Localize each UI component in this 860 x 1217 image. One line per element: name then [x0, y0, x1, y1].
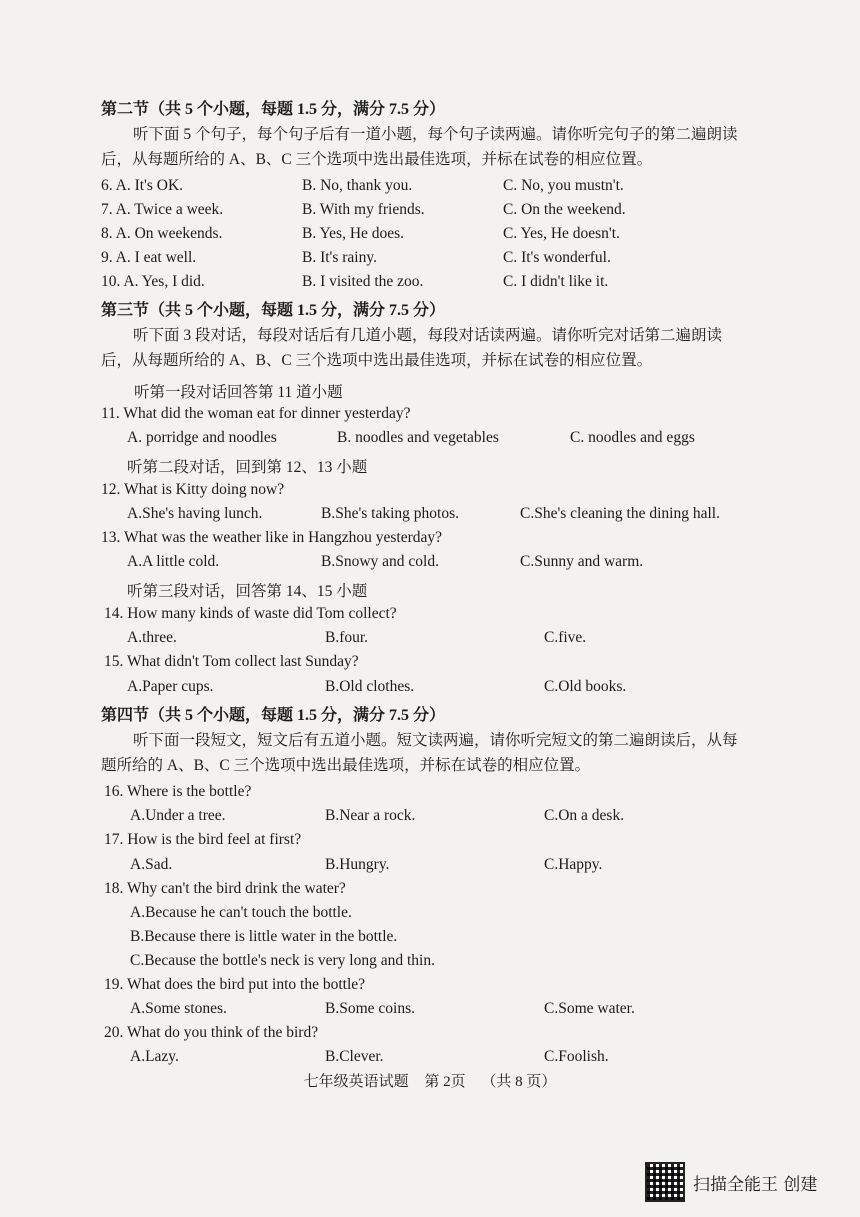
scanner-watermark	[645, 1162, 817, 1202]
footer-exam-name: 七年级英语试题	[303, 1074, 409, 1090]
q20-option-b: B.Clever.	[325, 1048, 384, 1065]
q7-option-b: B. With my friends.	[302, 201, 425, 218]
q8-option-c: C. Yes, He doesn't.	[503, 225, 620, 242]
footer-total-pages: （共 8 页）	[481, 1074, 557, 1090]
q7-option-a: 7. A. Twice a week.	[101, 201, 224, 218]
q15-option-c: C.Old books.	[544, 678, 627, 695]
dialogue-2-instruction: 听第二段对话，回到第 12、13 小题	[127, 459, 368, 476]
q16-option-b: B.Near a rock.	[325, 807, 416, 824]
q16-text: 16. Where is the bottle?	[104, 783, 252, 800]
q9-option-b: B. It's rainy.	[302, 249, 377, 266]
dialogue-1-instruction: 听第一段对话回答第 11 道小题	[134, 384, 343, 401]
q17-option-b: B.Hungry.	[325, 856, 390, 873]
q15-option-a: A.Paper cups.	[127, 678, 214, 695]
q6-option-c: C. No, you mustn't.	[503, 177, 624, 194]
q18-text: 18. Why can't the bird drink the water?	[104, 880, 346, 897]
q6-option-b: B. No, thank you.	[302, 177, 413, 194]
dialogue-3-instruction: 听第三段对话，回答第 14、15 小题	[127, 583, 368, 600]
q11-option-c: C. noodles and eggs	[570, 429, 695, 446]
q8-option-a: 8. A. On weekends.	[101, 225, 223, 242]
q13-option-a: A.A little cold.	[127, 553, 220, 570]
q18-option-b: B.Because there is little water in the bottle.	[130, 928, 398, 945]
q9-option-a: 9. A. I eat well.	[101, 249, 197, 266]
page-footer	[0, 1070, 860, 1091]
q12-option-a: A.She's having lunch.	[127, 505, 263, 522]
q15-option-b: B.Old clothes.	[325, 678, 415, 695]
q10-option-a: 10. A. Yes, I did.	[101, 273, 205, 290]
q12-text: 12. What is Kitty doing now?	[101, 481, 285, 498]
section-3-title: 第三节（共 5 个小题，每题 1.5 分，满分 7.5 分）	[101, 302, 446, 319]
q17-option-c: C.Happy.	[544, 856, 603, 873]
q20-option-c: C.Foolish.	[544, 1048, 609, 1065]
q10-option-b: B. I visited the zoo.	[302, 273, 424, 290]
q16-option-c: C.On a desk.	[544, 807, 625, 824]
q13-text: 13. What was the weather like in Hangzhou yesterday?	[101, 529, 443, 546]
q19-option-c: C.Some water.	[544, 1000, 635, 1017]
q8-option-b: B. Yes, He does.	[302, 225, 405, 242]
q14-option-c: C.five.	[544, 629, 587, 646]
q12-option-c: C.She's cleaning the dining hall.	[520, 505, 720, 522]
q15-text: 15. What didn't Tom collect last Sunday?	[104, 653, 359, 670]
q7-option-c: C. On the weekend.	[503, 201, 626, 218]
q17-text: 17. How is the bird feel at first?	[104, 831, 302, 848]
q14-text: 14. How many kinds of waste did Tom collect?	[104, 605, 397, 622]
section-4-title: 第四节（共 5 个小题，每题 1.5 分，满分 7.5 分）	[101, 707, 446, 724]
q9-option-c: C. It's wonderful.	[503, 249, 611, 266]
q19-option-a: A.Some stones.	[130, 1000, 227, 1017]
scanner-brand-text: 扫描全能王 创建	[693, 1174, 818, 1195]
q11-option-b: B. noodles and vegetables	[337, 429, 499, 446]
q12-option-b: B.She's taking photos.	[321, 505, 459, 522]
q19-option-b: B.Some coins.	[325, 1000, 415, 1017]
section-2-intro: 听下面 5 个句子，每个句子后有一道小题，每个句子读两遍。请你听完句子的第二遍朗读后，从每题所给的 A、B、C 三个选项中选出最佳选项，并标在试卷的相应位置。	[101, 126, 738, 168]
section-4-intro: 听下面一段短文，短文后有五道小题。短文读两遍，请你听完短文的第二遍朗读后，从每题所给的 A、B、C 三个选项中选出最佳选项，并标在试卷的相应位置。	[101, 732, 738, 774]
q13-option-c: C.Sunny and warm.	[520, 553, 644, 570]
q16-option-a: A.Under a tree.	[130, 807, 226, 824]
q14-option-b: B.four.	[325, 629, 369, 646]
q17-option-a: A.Sad.	[130, 856, 173, 873]
q11-option-a: A. porridge and noodles	[127, 429, 277, 446]
q14-option-a: A.three.	[127, 629, 177, 646]
q19-text: 19. What does the bird put into the bottle?	[104, 976, 366, 993]
q20-text: 20. What do you think of the bird?	[104, 1024, 319, 1041]
footer-page-number: 第 2页	[424, 1074, 466, 1090]
q20-option-a: A.Lazy.	[130, 1048, 179, 1065]
q18-option-c: C.Because the bottle's neck is very long and thin.	[130, 952, 435, 969]
q6-option-a: 6. A. It's OK.	[101, 177, 184, 194]
q13-option-b: B.Snowy and cold.	[321, 553, 439, 570]
q10-option-c: C. I didn't like it.	[503, 273, 609, 290]
section-2-title: 第二节（共 5 个小题，每题 1.5 分，满分 7.5 分）	[101, 101, 446, 118]
q11-text: 11. What did the woman eat for dinner yesterday?	[101, 405, 411, 422]
section-3-intro: 听下面 3 段对话，每段对话后有几道小题，每段对话读两遍。请你听完对话第二遍朗读后，从每题所给的 A、B、C 三个选项中选出最佳选项，并标在试卷的相应位置。	[101, 327, 723, 369]
qr-code-icon	[645, 1162, 685, 1202]
q18-option-a: A.Because he can't touch the bottle.	[130, 904, 352, 921]
